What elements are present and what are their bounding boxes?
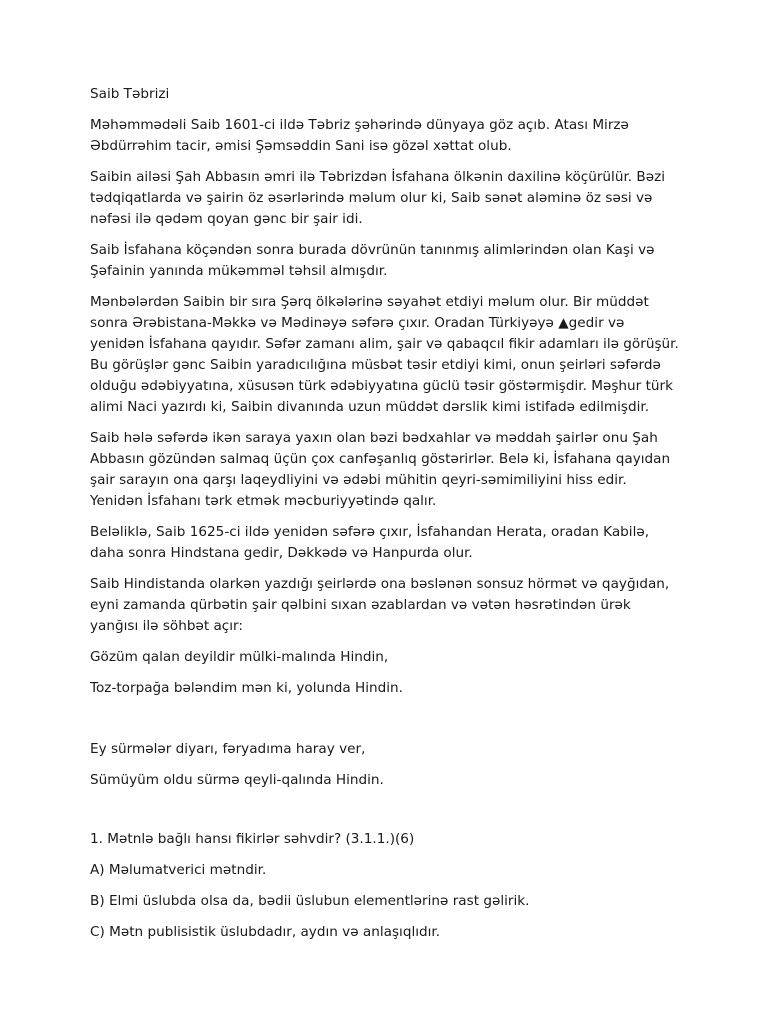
paragraph-5: Saib hələ səfərdə ikən saraya yaxın olan bəzi bədxahlar və məddah şairlər onu Şah Abbasın gözündən salmaq üçün çox canfəşanlıq göstərirlər. Belə ki, İsfahana qayıdan şair sarayın ona qarşı laqeydliyini və ədəbi mühitin qeyri-səmimiliyini hiss edir. Yenidən İsfahanı tərk etmək məcburiyyətində qalır. bbox=[90, 430, 675, 509]
verse-line-1: Gözüm qalan deyildir mülki-malında Hindin, bbox=[90, 649, 389, 665]
answer-option-a: A) Məlumatverici mətndir. bbox=[90, 862, 267, 878]
paragraph-2: Saibin ailəsi Şah Abbasın əmri ilə Təbrizdən İsfahana ölkənin daxilinə köçürülür. Bəzi tədqiqatlarda və şairin öz əsərlərində məlum olur ki, Saib sənət aləminə öz səsi və nəfəsi ilə qədəm qoyan gənc bir şair idi. bbox=[90, 169, 670, 227]
answer-option-b: B) Elmi üslubda olsa da, bədii üslubun elementlərinə rast gəlirik. bbox=[90, 893, 530, 909]
answer-option-c: C) Mətn publisistik üslubdadır, aydın və anlaşıqlıdır. bbox=[90, 924, 441, 940]
question-spacer bbox=[90, 801, 682, 829]
paragraph-4: Mənbələrdən Saibin bir sıra Şərq ölkələrinə səyahət etdiyi məlum olur. Bir müddət sonra Ərəbistana-Məkkə və Mədinəyə səfərə çıxır. Oradan Türkiyəyə ▲gedir və yenidən İsfahana qayıdır. Səfər zamanı alim, şair və qabaqcıl fikir adamları ilə görüşür. Bu görüşlər gənc Saibin yaradıcılığına müsbət təsir etdiyi kimi, onun şeirləri səfərdə olduğu ədəbiyyatına, xüsusən türk ədəbiyyatına güclü təsir göstərmişdir. Məşhur türk alimi Naci yazırdı ki, Saibin divanında uzun müddət dərslik kimi istifadə edilmişdir. bbox=[90, 294, 684, 415]
stanza-spacer bbox=[90, 709, 682, 739]
verse-line-3: Ey sürmələr diyarı, fəryadıma haray ver, bbox=[90, 741, 366, 757]
paragraph-6: Beləliklə, Saib 1625-ci ildə yenidən səfərə çıxır, İsfahandan Herata, oradan Kabilə, daha sonra Hindstana gedir, Dəkkədə və Hanpurda olur. bbox=[90, 524, 654, 561]
paragraph-1: Məhəmmədəli Saib 1601-ci ildə Təbriz şəhərində dünyaya göz açıb. Atası Mirzə Əbdürrəhim tacir, əmisi Şəmsəddin Sani isə gözəl xəttat olub. bbox=[90, 117, 634, 154]
verse-line-2: Toz-torpağa bələndim mən ki, yolunda Hindin. bbox=[90, 680, 403, 696]
question-prompt: 1. Mətnlə bağlı hansı fikirlər səhvdir? (3.1.1.)(6) bbox=[90, 831, 415, 847]
verse-line-4: Sümüyüm oldu sürmə qeyli-qalında Hindin. bbox=[90, 772, 384, 788]
paragraph-3: Saib İsfahana köçəndən sonra burada dövrünün tanınmış alimlərindən olan Kaşi və Şəfainin yanında mükəmməl təhsil almışdır. bbox=[90, 242, 659, 279]
document-page bbox=[90, 84, 682, 953]
paragraph-7: Saib Hindistanda olarkən yazdığı şeirlərdə ona bəslənən sonsuz hörmət və qayğıdan, eyni zamanda qürbətin şair qəlbini sıxan əzablardan və vətən həsrətindən ürək yanğısı ilə söhbət açır: bbox=[90, 576, 674, 634]
document-title: Saib Təbrizi bbox=[90, 86, 170, 102]
